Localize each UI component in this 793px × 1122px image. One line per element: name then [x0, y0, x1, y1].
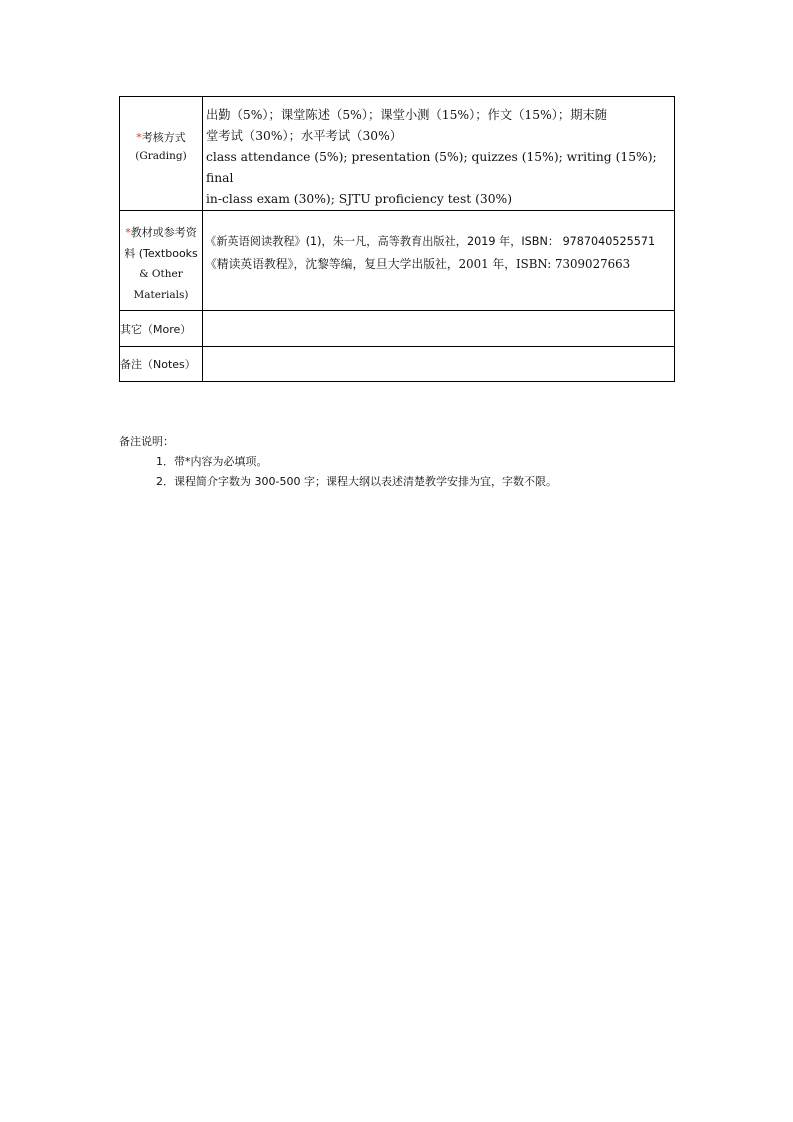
footnote-section	[119, 432, 557, 492]
more-label: 其它（More）	[120, 311, 203, 347]
course-info-table	[119, 96, 675, 382]
footnote-item-2: 2．课程简介字数为 300-500 字；课程大纲以表述清楚教学安排为宜，字数不限。	[156, 475, 557, 488]
grading-label	[120, 97, 203, 211]
footnote-item-1: 1．带*内容为必填项。	[156, 455, 268, 468]
grading-content	[203, 97, 675, 211]
textbook-1: 《新英语阅读教程》(1)，朱一凡，高等教育出版社，2019 年，ISBN： 9787040525571	[205, 235, 656, 248]
notes-value	[203, 347, 675, 382]
grading-line-3: class attendance (5%); presentation (5%); quizzes (15%); writing (15%); final	[206, 150, 657, 185]
grading-row	[120, 97, 675, 211]
materials-label-line-4: Materials)	[133, 289, 189, 301]
materials-label	[120, 211, 203, 311]
grading-label-en: (Grading)	[135, 150, 187, 162]
materials-row	[120, 211, 675, 311]
notes-row	[120, 347, 675, 382]
grading-line-2: 堂考试（30%）；水平考试（30%）	[206, 129, 403, 143]
more-value	[203, 311, 675, 347]
materials-label-line-3: & Other	[139, 268, 183, 280]
materials-content	[203, 211, 675, 311]
grading-line-4: in-class exam (30%); SJTU proficiency test (30%)	[206, 192, 513, 206]
textbook-2: 《精读英语教程》，沈黎等编，复旦大学出版社，2001 年，ISBN: 7309027663	[205, 257, 631, 271]
materials-label-line-1: 教材或参考资	[130, 226, 197, 239]
notes-label: 备注（Notes）	[120, 347, 203, 382]
grading-label-cn: 考核方式	[141, 131, 186, 144]
more-row	[120, 311, 675, 347]
required-star: *	[136, 131, 142, 144]
required-star: *	[125, 226, 131, 239]
grading-line-1: 出勤（5%）；课堂陈述（5%）；课堂小测（15%）；作文（15%）；期末随	[206, 108, 608, 122]
footnote-title: 备注说明：	[119, 435, 174, 448]
materials-label-line-2: 料 (Textbooks	[124, 247, 198, 260]
